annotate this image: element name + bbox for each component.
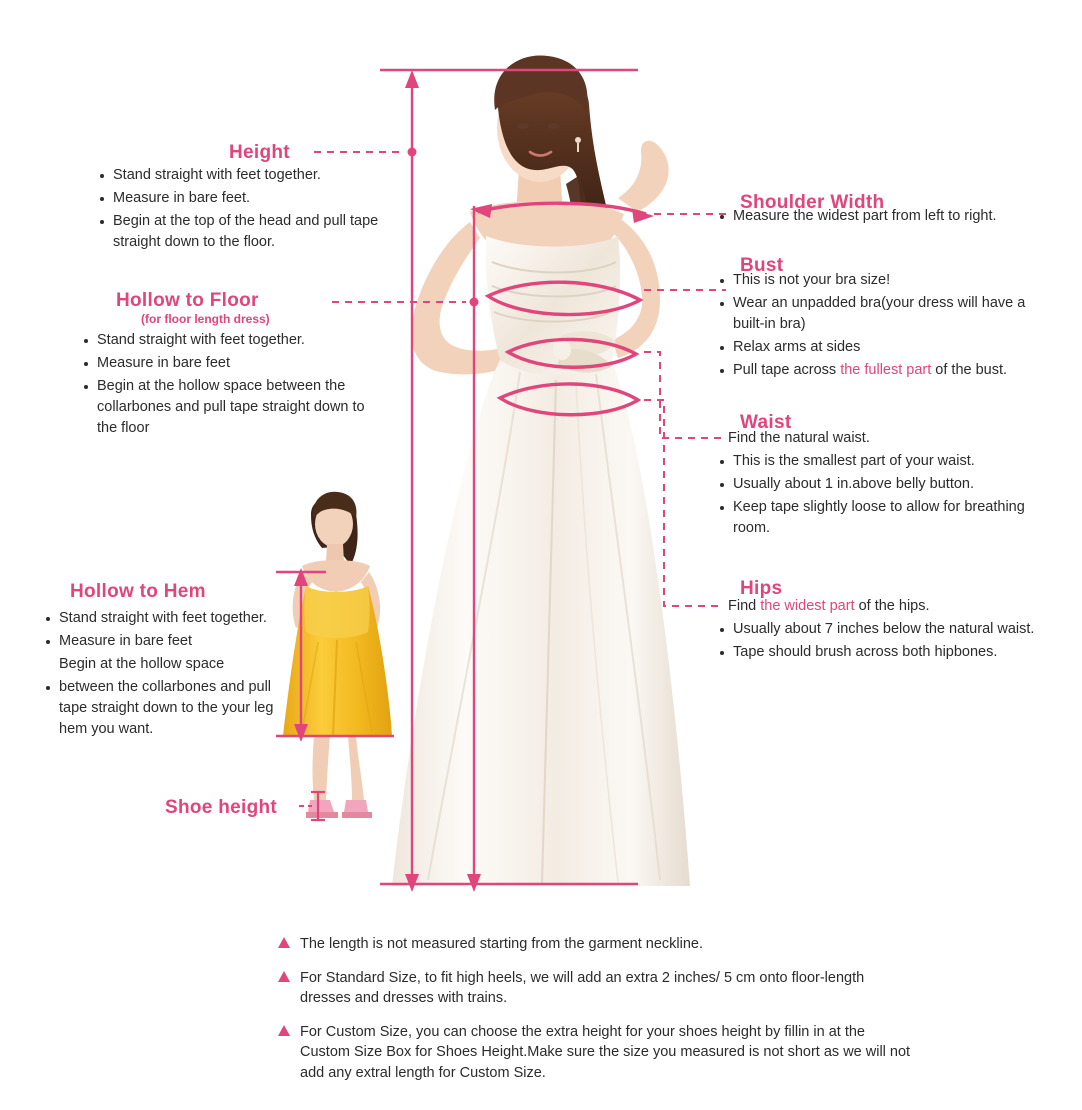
height-title: Height	[229, 142, 290, 163]
list-item: Usually about 7 inches below the natural waist.	[718, 619, 1048, 640]
height-bullets	[98, 165, 388, 255]
list-item: between the collarbones and pull tape straight down to the your leg hem you want.	[44, 677, 294, 740]
note-text: For Custom Size, you can choose the extra height for your shoes height by fillin in at the Custom Size Box for Shoes Height.Make sure the size you measured is not short as we will not add any extral length for Custom Size.	[300, 1023, 911, 1081]
bust-bullets	[718, 270, 1048, 383]
hollow-to-floor-title: Hollow to Floor	[116, 290, 259, 311]
list-item: Stand straight with feet together.	[98, 165, 388, 186]
note-text: For Standard Size, to fit high heels, we will add an extra 2 inches/ 5 cm onto floor-length dresses and dresses with trains.	[300, 969, 865, 1007]
bust-last-emphasis: the fullest part	[840, 362, 932, 379]
list-item: Keep tape slightly loose to allow for breathing room.	[718, 497, 1048, 539]
warning-triangle-icon	[278, 1025, 290, 1036]
list-item: Stand straight with feet together.	[44, 608, 294, 629]
hips-lead-post: of the hips.	[854, 598, 930, 614]
shoulder-width-bullets	[718, 206, 1048, 229]
list-item: Usually about 1 in.above belly button.	[718, 474, 1048, 495]
hollow-to-hem-bullets	[44, 608, 294, 742]
footer-notes	[278, 934, 918, 1096]
list-item: Measure in bare feet	[44, 631, 294, 652]
hollow-to-floor-bullets	[82, 330, 382, 441]
list-item: Relax arms at sides	[718, 337, 1048, 358]
bust-title: Bust	[740, 255, 784, 276]
list-item	[718, 596, 1048, 617]
hips-lead-pre: Find	[728, 598, 761, 614]
list-item: Begin at the hollow space between the collarbones and pull tape straight down to the floor	[82, 376, 382, 439]
short-dress-figure	[283, 492, 392, 818]
bust-last-pre: Pull tape across	[733, 362, 841, 379]
bride-figure	[392, 55, 690, 886]
list-item: Measure the widest part from left to right.	[718, 206, 1048, 227]
hips-bullets	[718, 596, 1048, 665]
hollow-to-floor-subtitle: (for floor length dress)	[141, 312, 270, 326]
list-item: Measure in bare feet.	[98, 188, 388, 209]
list-item: This is not your bra size!	[718, 270, 1048, 291]
list-item: Begin at the hollow space	[59, 656, 225, 673]
hips-title: Hips	[740, 578, 783, 599]
warning-triangle-icon	[278, 971, 290, 982]
waist-title: Waist	[740, 412, 792, 433]
list-item: Measure in bare feet	[82, 353, 382, 374]
hips-lead-emphasis: the widest part	[760, 598, 855, 614]
warning-triangle-icon	[278, 937, 290, 948]
list-item	[718, 360, 1048, 381]
list-item: Tape should brush across both hipbones.	[718, 642, 1048, 663]
bust-last-post: of the bust.	[931, 362, 1008, 379]
list-item: Find the natural waist.	[728, 430, 870, 446]
hollow-to-hem-title: Hollow to Hem	[70, 581, 206, 602]
list-item: Stand straight with feet together.	[82, 330, 382, 351]
note-item	[278, 934, 918, 955]
shoulder-width-title: Shoulder Width	[740, 192, 885, 213]
list-item: This is the smallest part of your waist.	[718, 451, 1048, 472]
note-text: The length is not measured starting from the garment neckline.	[300, 936, 703, 952]
list-item: Begin at the top of the head and pull tape straight down to the floor.	[98, 211, 388, 253]
note-item	[278, 968, 918, 1009]
note-item	[278, 1022, 918, 1084]
list-item: Wear an unpadded bra(your dress will have a built-in bra)	[718, 293, 1048, 335]
waist-bullets	[718, 428, 1048, 541]
shoe-height-title: Shoe height	[165, 797, 278, 818]
